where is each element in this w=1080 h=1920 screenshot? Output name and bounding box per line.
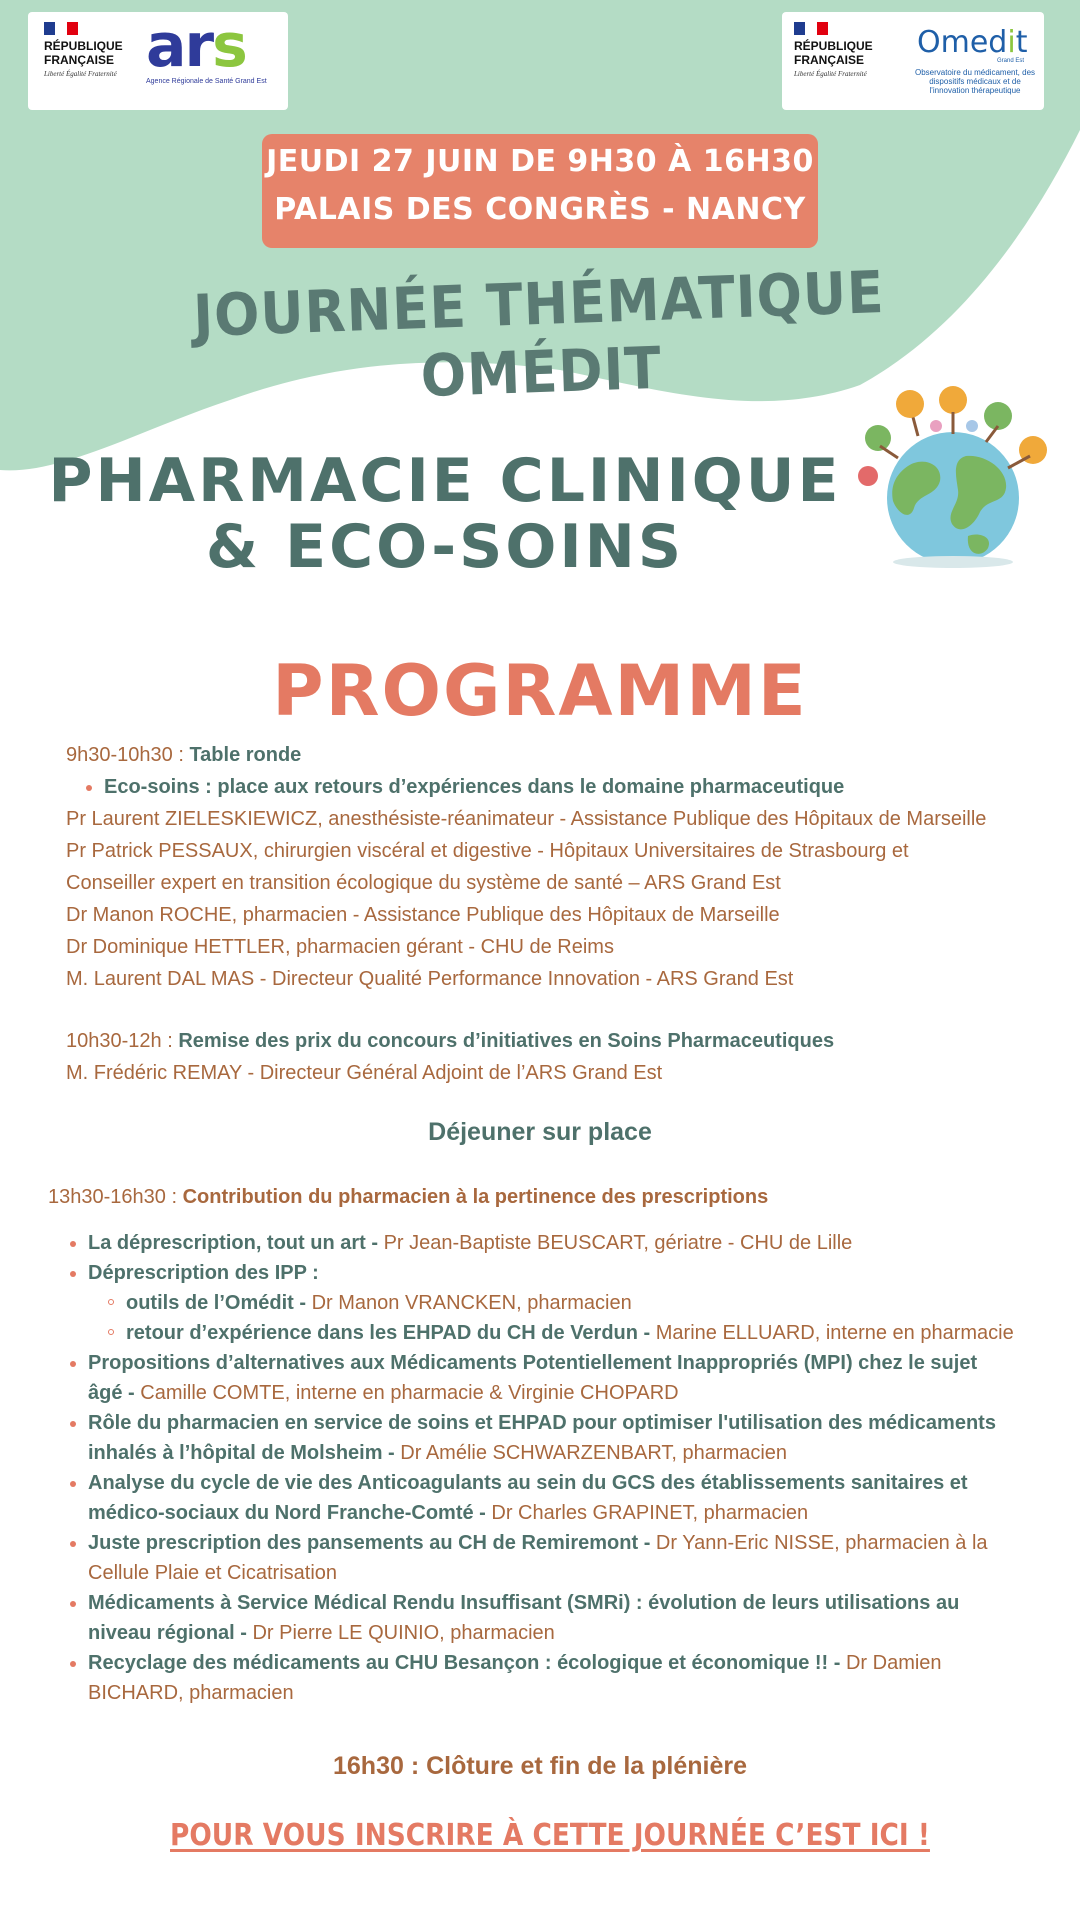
list-item-continuation: niveau régional - Dr Pierre LE QUINIO, pharmacien: [88, 1622, 555, 1644]
closing-label: 16h30 : Clôture et fin de la plénière: [332, 1752, 747, 1780]
session1-time: 9h30-10h30 :: [66, 744, 190, 766]
omedit-logo: [782, 12, 1044, 110]
republique-francaise-logo: [44, 22, 134, 78]
theme-title-line2: & ECO-SOINS: [205, 512, 685, 582]
register-link[interactable]: POUR VOUS INSCRIRE À CETTE JOURNÉE C’EST ICI !: [170, 1818, 930, 1853]
french-flag-icon: [794, 22, 828, 35]
session1-topic: Eco-soins : place aux retours d’expériences dans le domaine pharmaceutique: [104, 776, 845, 798]
list-item-continuation: inhalés à l’hôpital de Molsheim - Dr Amélie SCHWARZENBART, pharmacien: [88, 1442, 788, 1464]
speaker-line: Conseiller expert en transition écologique du système de santé – ARS Grand Est: [66, 872, 781, 894]
speaker-line: Pr Patrick PESSAUX, chirurgien viscéral et digestive - Hôpitaux Universitaires de Strasbourg et: [66, 840, 909, 862]
rf-title: RÉPUBLIQUE FRANÇAISE: [794, 39, 873, 67]
rf-motto: Liberté Égalité Fraternité: [44, 70, 117, 78]
list-item: Juste prescription des pansements au CH de Remiremont - Dr Yann-Eric NISSE, pharmacien à la: [88, 1532, 988, 1554]
list-item: Analyse du cycle de vie des Anticoagulants au sein du GCS des établissements sanitaires et: [88, 1472, 968, 1494]
theme-title-line1: PHARMACIE CLINIQUE: [48, 446, 842, 516]
earth-with-trees-icon: [848, 386, 1058, 570]
ars-subtitle: Agence Régionale de Santé Grand Est: [146, 78, 267, 85]
french-flag-icon: [44, 22, 78, 35]
ars-logo: [28, 12, 288, 110]
event-venue: PALAIS DES CONGRÈS - NANCY: [274, 192, 806, 227]
list-item: Rôle du pharmacien en service de soins et EHPAD pour optimiser l'utilisation des médicaments: [88, 1412, 996, 1434]
omedit-subtitle: Observatoire du médicament, des dispositifs médicaux et de l'innovation thérapeutique: [914, 68, 1036, 95]
list-item-continuation: médico-sociaux du Nord Franche-Comté - Dr Charles GRAPINET, pharmacien: [88, 1502, 809, 1524]
list-item: La déprescription, tout un art - Pr Jean-Baptiste BEUSCART, gériatre - CHU de Lille: [88, 1232, 853, 1254]
rf-title: RÉPUBLIQUE FRANÇAISE: [44, 39, 123, 67]
list-item-continuation: Cellule Plaie et Cicatrisation: [88, 1562, 338, 1584]
lunch-label: Déjeuner sur place: [428, 1118, 652, 1146]
event-title: JOURNÉE THÉMATIQUE OMÉDIT: [192, 257, 886, 411]
session2-speaker: M. Frédéric REMAY - Directeur Général Adjoint de l’ARS Grand Est: [66, 1062, 663, 1084]
republique-francaise-logo: [794, 22, 884, 78]
list-item: Recyclage des médicaments au CHU Besançon : écologique et économique !! - Dr Damien: [88, 1652, 942, 1674]
session3-title: Contribution du pharmacien à la pertinence des prescriptions: [182, 1186, 769, 1208]
session2-header: [66, 1028, 834, 1054]
speaker-line: Dr Dominique HETTLER, pharmacien gérant - CHU de Reims: [66, 936, 614, 958]
list-subitem: retour d’expérience dans les EHPAD du CH de Verdun - Marine ELLUARD, interne en pharmacie: [126, 1322, 1014, 1344]
list-item-continuation: BICHARD, pharmacien: [88, 1682, 294, 1704]
speaker-line: M. Laurent DAL MAS - Directeur Qualité Performance Innovation - ARS Grand Est: [66, 968, 794, 990]
speaker-line: Pr Laurent ZIELESKIEWICZ, anesthésiste-réanimateur - Assistance Publique des Hôpitaux de Marseille: [66, 808, 987, 830]
list-item: Déprescription des IPP :: [88, 1262, 319, 1284]
omedit-region: Grand Est: [997, 58, 1025, 64]
session1-title: Table ronde: [189, 744, 302, 766]
speaker-line: Dr Manon ROCHE, pharmacien - Assistance Publique des Hôpitaux de Marseille: [66, 904, 780, 926]
rf-motto: Liberté Égalité Fraternité: [794, 70, 867, 78]
session1-header: [66, 742, 301, 768]
session2-title: Remise des prix du concours d’initiatives en Soins Pharmaceutiques: [178, 1030, 835, 1052]
session2-time: 10h30-12h :: [66, 1030, 179, 1052]
list-item: Médicaments à Service Médical Rendu Insuffisant (SMRi) : évolution de leurs utilisations au: [88, 1592, 960, 1614]
omedit-wordmark: Omedit: [917, 25, 1028, 60]
programme-heading: PROGRAMME: [272, 650, 808, 732]
list-item-continuation: âgé - Camille COMTE, interne en pharmacie & Virginie CHOPARD: [88, 1382, 679, 1404]
ars-wordmark: ars: [146, 11, 246, 81]
session3-time: 13h30-16h30 :: [48, 1186, 183, 1208]
list-item: Propositions d’alternatives aux Médicaments Potentiellement Inappropriés (MPI) chez le sujet: [88, 1352, 978, 1374]
event-date: JEUDI 27 JUIN DE 9H30 À 16H30: [266, 144, 814, 179]
session3-header: [48, 1184, 768, 1210]
list-subitem: outils de l’Omédit - Dr Manon VRANCKEN, pharmacien: [126, 1292, 632, 1314]
